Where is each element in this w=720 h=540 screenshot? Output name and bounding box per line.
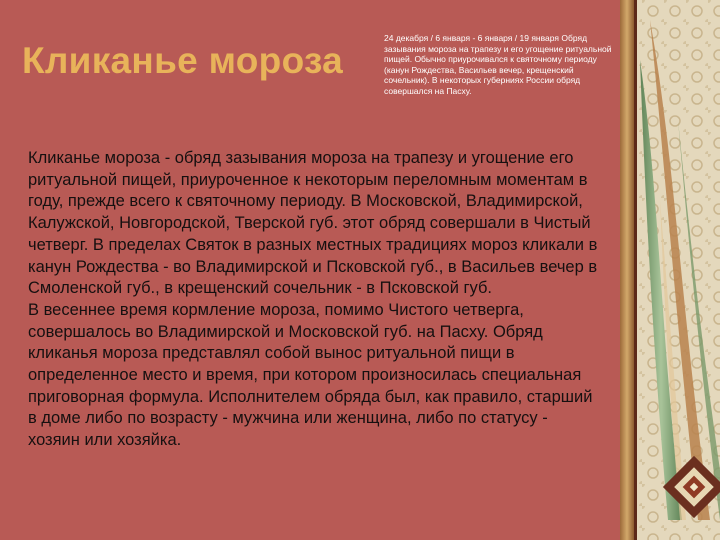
decorative-panel-art xyxy=(620,0,720,540)
slide-sidenote: 24 декабря / 6 января - 6 января / 19 января Обряд зазывания мороза на трапезу и его угощение ритуальной пищей. Обычно приурочивался к святочному периоду (канун Рождества, Васильев вечер, крещенский сочельник). В некоторых губерниях России обряд совершался на Пасху. xyxy=(384,33,612,96)
body-paragraph-1: Кликанье мороза - обряд зазывания мороза на трапезу и угощение его ритуальной пищей, приуроченное к некоторым переломным моментам в году, прежде всего к святочному периоду. В Московской, Владимирской, Калужской, Новгородской, Тверской губ. этот обряд совершали в Чистый четверг. В пределах Святок в разных местных традициях мороз кликали в канун Рождества - во Владимирской и Псковской губ., в Васильев вечер в Смоленской губ., в крещенский сочельник - в Псковской губ. xyxy=(28,149,598,298)
decorative-panel xyxy=(620,0,720,540)
slide-body xyxy=(28,148,603,452)
slide-title: Кликанье мороза xyxy=(22,40,344,81)
body-paragraph-2: В весеннее время кормление мороза, помимо Чистого четверга, совершалось во Владимирской и Московской губ. на Пасху. Обряд кликанья мороза представлял собой вынос ритуальной пищи в определенное место и время, при котором произносилась специальная приговорная формула. Исполнителем обряда был, как правило, старший в доме либо по возрасту - мужчина или женщина, либо по статусу - хозяин или хозяйка. xyxy=(28,300,593,450)
